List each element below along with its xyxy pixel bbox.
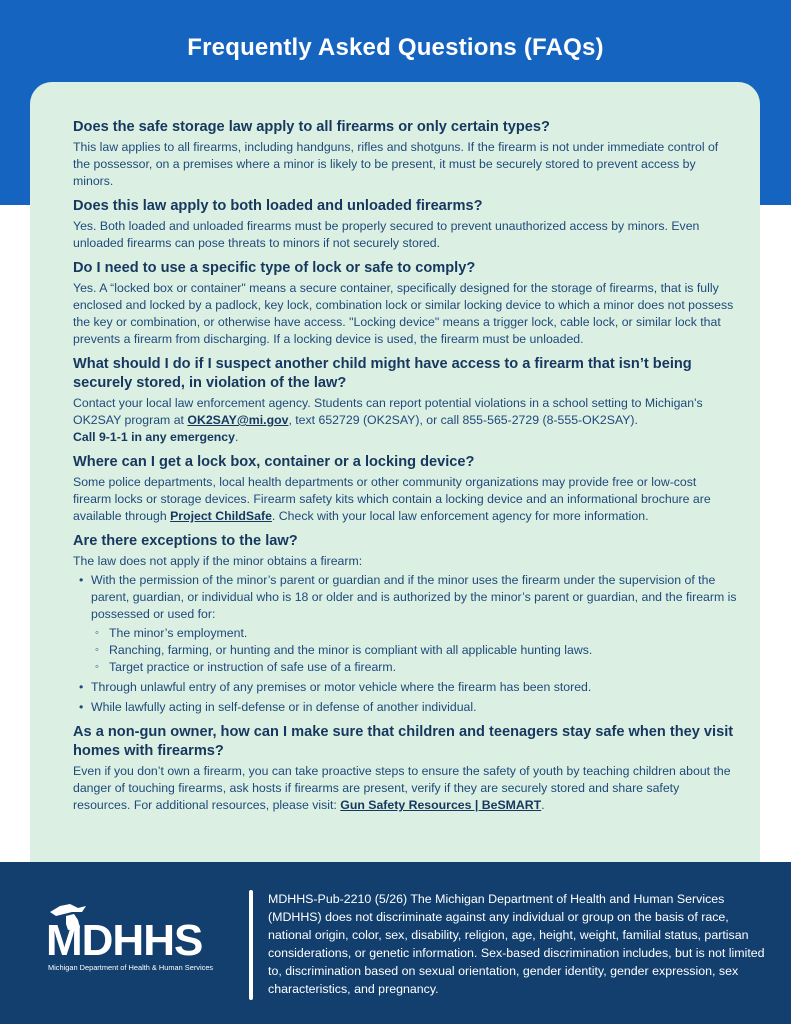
- faq-answer: This law applies to all firearms, including handguns, rifles and shotguns. If the firearm is not under immediate control of the possessor, on a premises where a minor is likely to be present, it must be securely stored to prevent access by minors.: [73, 140, 719, 188]
- answer-text: . Check with your local law enforcement agency for more information.: [271, 509, 649, 523]
- besmart-resources-link[interactable]: Gun Safety Resources | BeSMART: [340, 798, 542, 812]
- list-item: • Through unlawful entry of any premises or motor vehicle where the firearm has been stored.: [73, 679, 738, 696]
- faq-answer: Yes. A “locked box or container" means a secure container, specifically designed for the storage of firearms, that is fully enclosed and locked by a padlock, key lock, combination lock or similar locking device to which a minor does not possess the key or combination, or otherwise have access. "Locking device" means a trigger lock, cable lock, or similar lock that prevents a firearm from discharging. If a locking device is used, the firearm must be unloaded.: [73, 281, 734, 346]
- answer-text: Contact your local law enforcement agency. Students can report potential violations in a school setting to Michigan's OK2SAY program at: [73, 396, 703, 427]
- faq-question: Where can I get a lock box, container or a locking device?: [73, 454, 475, 470]
- faq-question: Are there exceptions to the law?: [73, 533, 298, 549]
- answer-text: .: [234, 430, 239, 444]
- faq-item: [73, 259, 738, 348]
- faq-answer: [73, 474, 738, 525]
- footer-divider: [249, 890, 253, 1000]
- faq-item: [73, 118, 738, 190]
- faq-item: [73, 723, 738, 814]
- faq-item: [73, 532, 738, 716]
- sub-list-item: ◦ The minor’s employment.: [93, 625, 738, 642]
- faq-answer: [73, 395, 738, 446]
- faq-question: Does the safe storage law apply to all firearms or only certain types?: [73, 119, 550, 135]
- project-childsafe-link[interactable]: Project ChildSafe: [170, 509, 272, 523]
- answer-text: .: [541, 798, 545, 812]
- faq-answer-intro: The law does not apply if the minor obtains a firearm:: [73, 554, 363, 568]
- mdhhs-logo: [40, 900, 240, 990]
- sub-list-item: ◦ Target practice or instruction of safe use of a firearm.: [93, 659, 738, 676]
- exceptions-list: [73, 572, 738, 716]
- nondiscrimination-statement: MDHHS-Pub-2210 (5/26) The Michigan Department of Health and Human Services (MDHHS) does not discriminate against any individual or group on the basis of race, national origin, color, sex, disability, religion, age, height, weight, familial status, partisan considerations, or genetic information. Sex-based discrimination includes, but is not limited to, discrimination based on sexual orientation, gender identity, gender expression, sex characteristics, and pregnancy.: [268, 892, 765, 996]
- list-item-text: With the permission of the minor’s parent or guardian and if the minor uses the firearm under the supervision of the parent, guardian, or individual who is 18 or older and is authorized by the minor’s parent or guardian, and the firearm is possessed or used for:: [91, 573, 737, 621]
- footer: [0, 862, 791, 1024]
- answer-text: Even if you don’t own a firearm, you can take proactive steps to ensure the safety of youth by teaching children about the danger of touching firearms, ask hosts if firearms are present, verify if they are securely stored and share safety resources. For additional resources, please visit:: [73, 764, 731, 812]
- ok2say-email-link[interactable]: OK2SAY@mi.gov: [187, 413, 289, 427]
- faq-question: As a non-gun owner, how can I make sure that children and teenagers stay safe when they visit homes with firearms?: [73, 724, 734, 759]
- list-item: [73, 572, 738, 676]
- answer-text: Some police departments, local health departments or other community organizations may provide free or low-cost firearm locks or storage devices. Firearm safety kits which contain a locking device and an informational brochure are available through: [73, 475, 711, 523]
- list-item: • While lawfully acting in self-defense or in defense of another individual.: [73, 699, 738, 716]
- logo-wordmark: MDHHS: [46, 916, 203, 965]
- answer-text: , text 652729 (OK2SAY), or call 855-565-2729 (8-555-OK2SAY).: [288, 413, 638, 427]
- emergency-note: Call 9-1-1 in any emergency: [73, 430, 235, 444]
- faq-question: Do I need to use a specific type of lock or safe to comply?: [73, 260, 476, 276]
- faq-answer: Yes. Both loaded and unloaded firearms must be properly secured to prevent unauthorized access by minors. Even unloaded firearms can pose threats to minors if not securely stored.: [73, 219, 700, 250]
- faq-item: [73, 197, 738, 252]
- faq-item: [73, 355, 738, 446]
- faq-item: [73, 453, 738, 525]
- sub-list: [93, 625, 738, 676]
- logo-subtitle: Michigan Department of Health & Human Services: [48, 963, 214, 972]
- sub-list-item: ◦ Ranching, farming, or hunting and the minor is compliant with all applicable hunting laws.: [93, 642, 738, 659]
- faq-question: Does this law apply to both loaded and unloaded firearms?: [73, 198, 483, 214]
- faq-answer: [73, 763, 738, 814]
- faq-question: What should I do if I suspect another child might have access to a firearm that isn’t being securely stored, in violation of the law?: [73, 356, 692, 391]
- faq-list: [73, 118, 738, 821]
- page-title: Frequently Asked Questions (FAQs): [187, 34, 604, 61]
